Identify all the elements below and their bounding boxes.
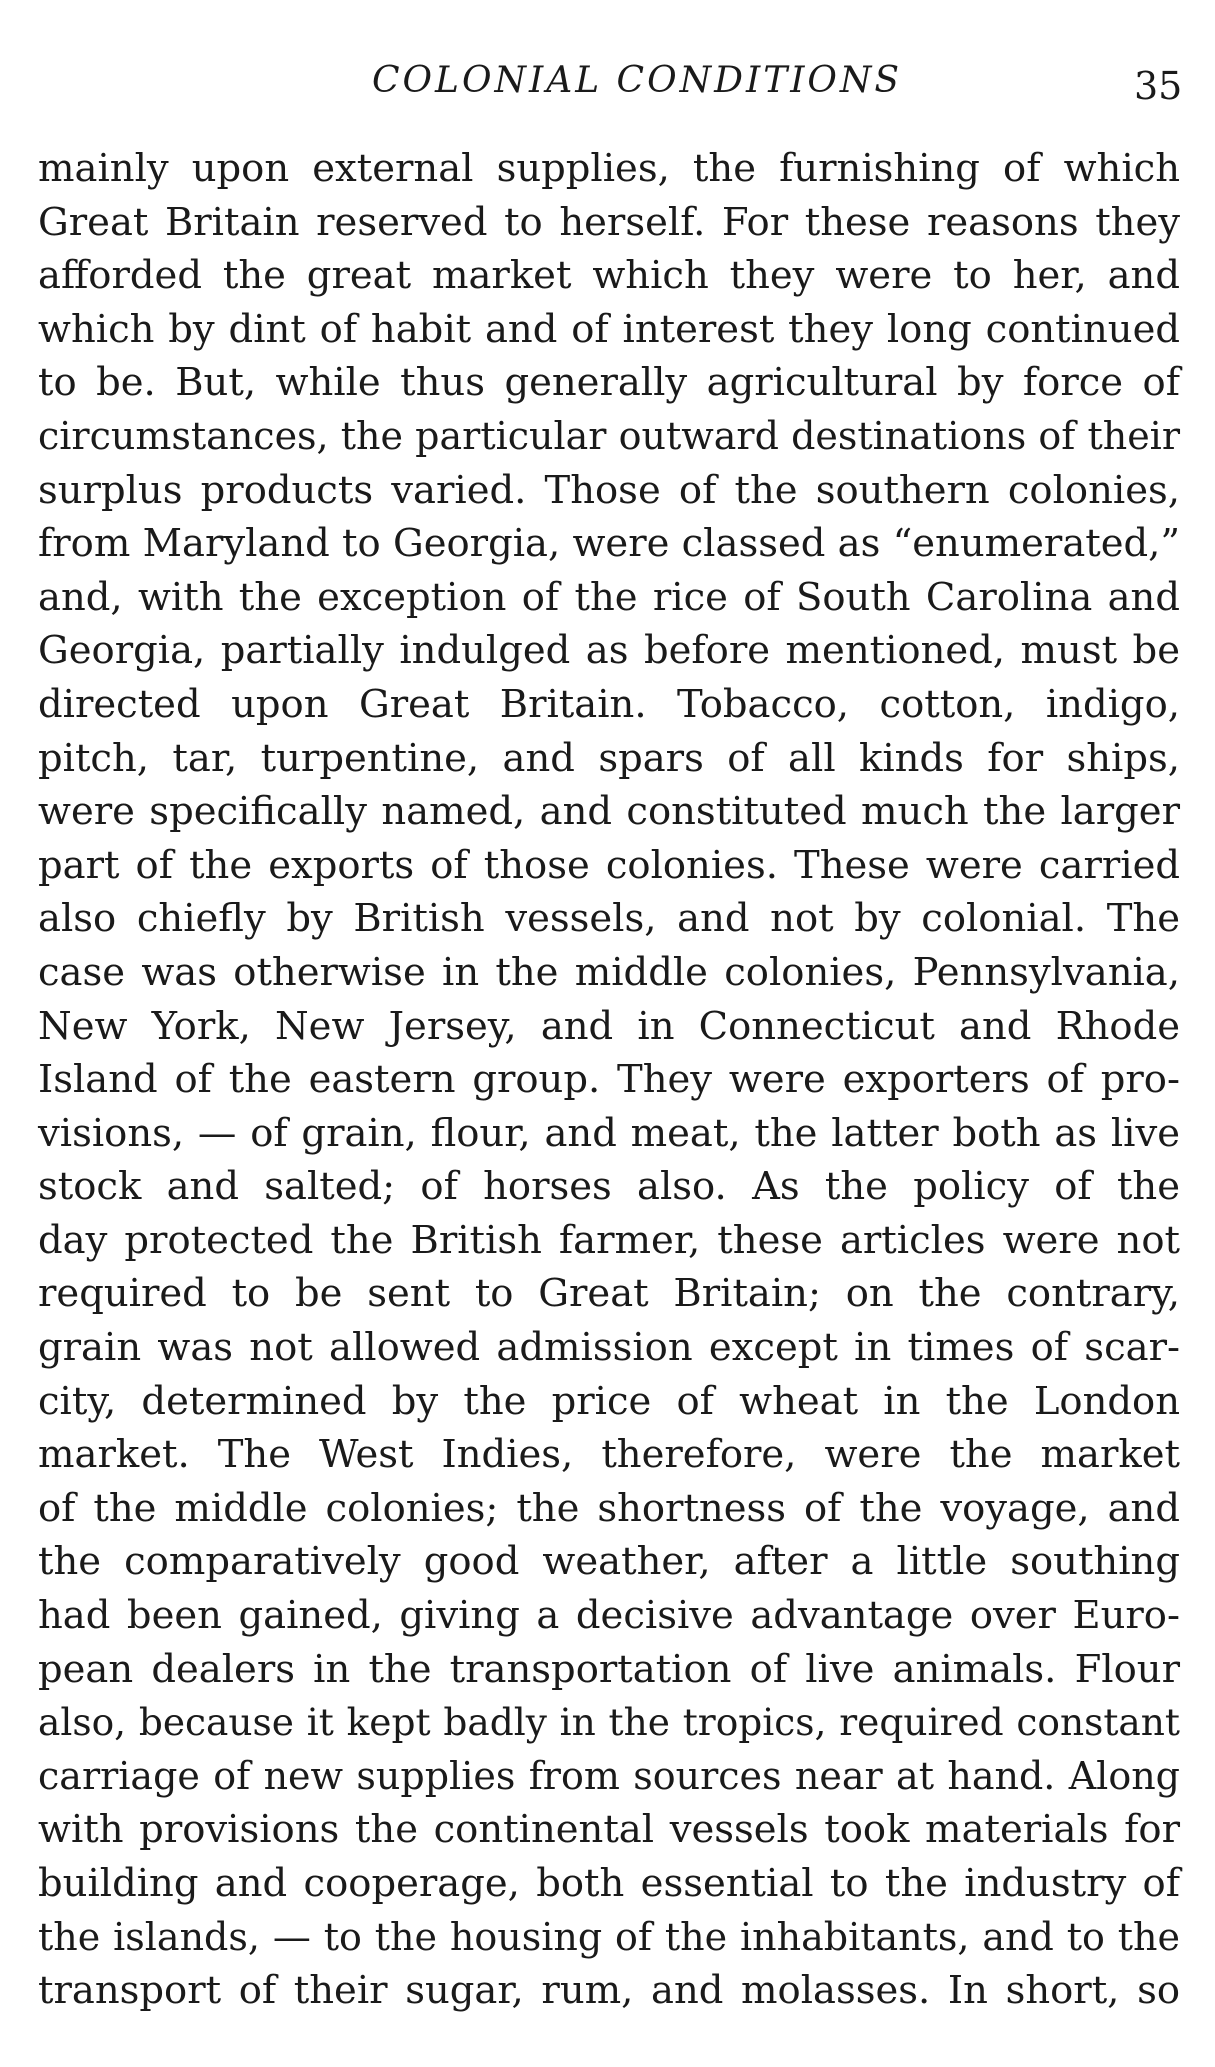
text-line: visions, — of grain, flour, and meat, the latter both as live — [38, 1110, 1180, 1156]
text-line: the comparatively good weather, after a little southing — [38, 1539, 1180, 1585]
text-line: surplus products varied. Those of the southern colonies, — [38, 467, 1180, 513]
text-line: from Maryland to Georgia, were classed as “enumerated,” — [38, 521, 1181, 567]
text-line: stock and salted; of horses also. As the policy of the — [38, 1164, 1180, 1210]
text-line: pitch, tar, turpentine, and spars of all kinds for ships, — [38, 735, 1180, 781]
text-line: case was otherwise in the middle colonies, Pennsylvania, — [38, 949, 1180, 995]
text-line: also chiefly by British vessels, and not by colonial. The — [38, 896, 1180, 942]
text-line: New York, New Jersey, and in Connecticut and Rhode — [38, 1003, 1180, 1049]
text-line: city, determined by the price of wheat in the London — [38, 1378, 1180, 1424]
text-line: afforded the great market which they were to her, and — [38, 253, 1180, 299]
text-line: had been gained, giving a decisive advantage over Euro- — [38, 1593, 1180, 1639]
text-line: required to be sent to Great Britain; on the contrary, — [38, 1271, 1180, 1317]
text-line: Island of the eastern group. They were exporters of pro- — [38, 1057, 1180, 1103]
text-line: were specifically named, and constituted much the larger — [38, 789, 1180, 835]
text-line: directed upon Great Britain. Tobacco, cotton, indigo, — [38, 681, 1180, 727]
text-line: which by dint of habit and of interest they long continued — [38, 306, 1180, 352]
running-head-title: COLONIAL CONDITIONS — [372, 60, 903, 101]
text-line: day protected the British farmer, these articles were not — [38, 1217, 1180, 1263]
text-line: circumstances, the particular outward destinations of their — [38, 413, 1180, 458]
text-line: carriage of new supplies from sources near at hand. Along — [38, 1753, 1180, 1798]
text-line: building and cooperage, both essential to the industry of — [38, 1861, 1180, 1906]
text-line: market. The West Indies, therefore, were the market — [38, 1432, 1180, 1478]
text-line: pean dealers in the transportation of live animals. Flour — [38, 1646, 1180, 1692]
body-paragraph — [38, 142, 1180, 2018]
text-line: and, with the exception of the rice of South Carolina and — [38, 574, 1180, 620]
text-line: part of the exports of those colonies. These were carried — [38, 842, 1180, 888]
text-line: the islands, — to the housing of the inhabitants, and to the — [38, 1914, 1180, 1959]
running-head — [0, 56, 1215, 116]
text-line: grain was not allowed admission except in times of scar- — [38, 1325, 1180, 1371]
text-line: transport of their sugar, rum, and molasses. In short, so — [38, 1968, 1180, 2014]
text-line: with provisions the continental vessels took materials for — [38, 1807, 1180, 1853]
text-line: also, because it kept badly in the tropics, required constant — [38, 1700, 1180, 1745]
page-number: 35 — [1134, 64, 1183, 108]
text-line: mainly upon external supplies, the furnishing of which — [38, 146, 1180, 191]
text-line: of the middle colonies; the shortness of the voyage, and — [38, 1485, 1180, 1531]
text-line: to be. But, while thus generally agricultural by force of — [38, 360, 1180, 406]
text-line: Georgia, partially indulged as before mentioned, must be — [38, 628, 1180, 674]
text-line: Great Britain reserved to herself. For these reasons they — [38, 199, 1180, 245]
